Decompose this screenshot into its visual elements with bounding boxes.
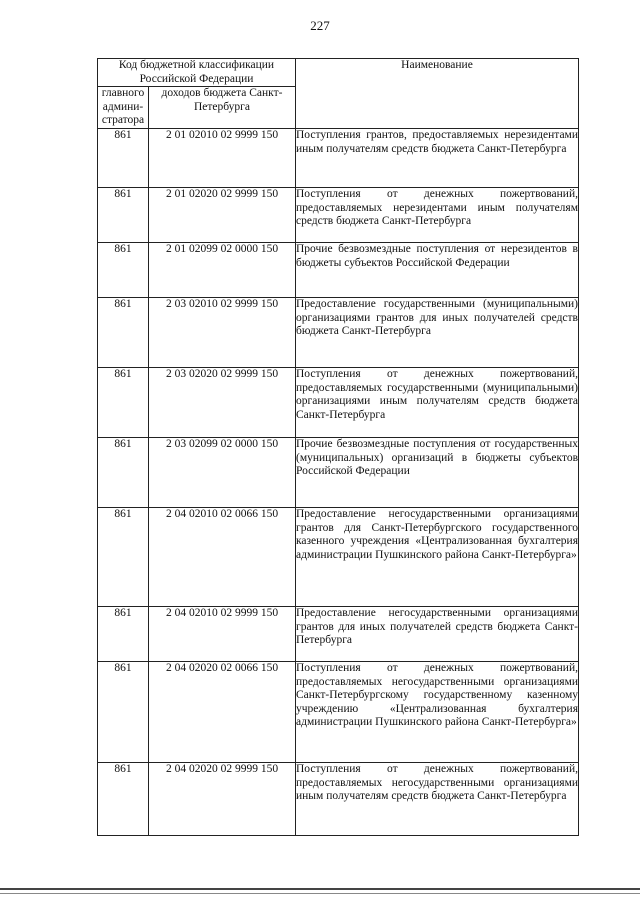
admin-code-cell: 861 bbox=[98, 187, 149, 242]
name-cell: Поступления от денежных пожертвований, предоставляемых негосударственными организациями Санкт-Петербургскому государственному казенному учреждению «Централизованная бухгалтерия администрации Пушкинского района Санкт-Петербурга» bbox=[296, 661, 579, 762]
name-cell: Прочие безвозмездные поступления от государственных (муниципальных) организаций в бюджеты субъектов Российской Федерации bbox=[296, 437, 579, 507]
admin-code-cell: 861 bbox=[98, 661, 149, 762]
header-name: Наименование bbox=[296, 59, 579, 129]
admin-code-cell: 861 bbox=[98, 367, 149, 437]
admin-code-cell: 861 bbox=[98, 507, 149, 606]
name-cell: Поступления от денежных пожертвований, предоставляемых государственными (муниципальными) организациями иным получателям средств бюджета Санкт-Петербурга bbox=[296, 367, 579, 437]
name-cell: Предоставление негосударственными организациями грантов для Санкт-Петербургского государственного казенного учреждения «Централизованная бухгалтерия администрации Пушкинского района Санкт-Петербурга» bbox=[296, 507, 579, 606]
admin-code-cell: 861 bbox=[98, 297, 149, 367]
income-code-cell: 2 03 02099 02 0000 150 bbox=[149, 437, 296, 507]
income-code-cell: 2 04 02010 02 9999 150 bbox=[149, 606, 296, 661]
table-row bbox=[98, 367, 579, 437]
admin-code-cell: 861 bbox=[98, 437, 149, 507]
name-cell: Поступления от денежных пожертвований, предоставляемых нерезидентами иным получателям средств бюджета Санкт-Петербурга bbox=[296, 187, 579, 242]
table-row bbox=[98, 437, 579, 507]
table-row bbox=[98, 242, 579, 297]
income-code-cell: 2 01 02010 02 9999 150 bbox=[149, 128, 296, 187]
table-row bbox=[98, 661, 579, 762]
table-row bbox=[98, 606, 579, 661]
income-code-cell: 2 01 02099 02 0000 150 bbox=[149, 242, 296, 297]
admin-code-cell: 861 bbox=[98, 762, 149, 835]
income-code-cell: 2 04 02020 02 9999 150 bbox=[149, 762, 296, 835]
table-row bbox=[98, 128, 579, 187]
income-code-cell: 2 04 02020 02 0066 150 bbox=[149, 661, 296, 762]
admin-code-cell: 861 bbox=[98, 606, 149, 661]
income-code-cell: 2 01 02020 02 9999 150 bbox=[149, 187, 296, 242]
name-cell: Предоставление государственными (муниципальными) организациями грантов для иных получателей средств бюджета Санкт-Петербурга bbox=[296, 297, 579, 367]
name-cell: Предоставление негосударственными организациями грантов для иных получателей средств бюджета Санкт-Петербурга bbox=[296, 606, 579, 661]
header-group-title: Код бюджетной классификации Российской Федерации bbox=[98, 59, 296, 87]
table-row bbox=[98, 187, 579, 242]
table-row bbox=[98, 507, 579, 606]
page-number: 227 bbox=[310, 18, 330, 33]
income-code-cell: 2 03 02010 02 9999 150 bbox=[149, 297, 296, 367]
name-cell: Прочие безвозмездные поступления от нерезидентов в бюджеты субъектов Российской Федерации bbox=[296, 242, 579, 297]
header-income: доходов бюджета Санкт-Петербурга bbox=[149, 87, 296, 129]
scan-edge-line bbox=[0, 888, 640, 890]
name-cell: Поступления грантов, предоставляемых нерезидентами иным получателям средств бюджета Санкт-Петербурга bbox=[296, 128, 579, 187]
scan-edge-line bbox=[0, 893, 640, 894]
table-row bbox=[98, 762, 579, 835]
income-code-cell: 2 03 02020 02 9999 150 bbox=[149, 367, 296, 437]
name-cell: Поступления от денежных пожертвований, предоставляемых негосударственными организациями иным получателям средств бюджета Санкт-Петербурга bbox=[296, 762, 579, 835]
admin-code-cell: 861 bbox=[98, 128, 149, 187]
table-row bbox=[98, 297, 579, 367]
income-code-cell: 2 04 02010 02 0066 150 bbox=[149, 507, 296, 606]
header-admin: главного админи-стратора bbox=[98, 87, 149, 129]
budget-classification-table bbox=[97, 58, 579, 836]
admin-code-cell: 861 bbox=[98, 242, 149, 297]
